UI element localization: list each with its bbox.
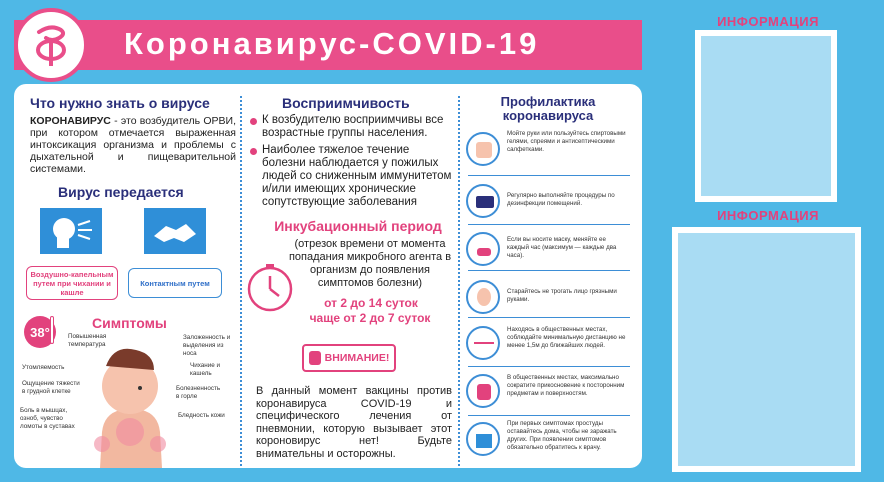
section-title-susceptibility: Восприимчивость bbox=[282, 95, 410, 111]
section-title-transmit: Вирус передается bbox=[58, 184, 184, 200]
section-title-prevention-1: Профилактика bbox=[500, 94, 596, 109]
section-title-symptoms: Симптомы bbox=[92, 315, 167, 331]
intro-text: - это возбудитель ОРВИ, при котором отмечается выраженная интоксикация организма и проблемы с дыхательной и пищеварительной системами. bbox=[30, 115, 236, 175]
page-title: Коронавирус-COVID-19 bbox=[124, 26, 540, 61]
divider bbox=[468, 270, 630, 271]
section-title-prevention-2: коронавируса bbox=[502, 108, 594, 123]
symptom-fever: Повышенная температура bbox=[68, 333, 107, 348]
incubation-days-2: чаще от 2 до 7 суток bbox=[309, 311, 431, 325]
caduceus-icon bbox=[26, 20, 76, 70]
warning-label: ВНИМАНИЕ! bbox=[324, 352, 390, 364]
susceptibility-text-2: Наиболее тяжелое течение болезни наблюдается у пожилых людей со сниженным иммунитетом и/или имеющих хронические сопутствующие заболевания bbox=[262, 144, 452, 208]
prevention-text: Если вы носите маску, меняйте ее каждый час (максимум — каждые два часа). bbox=[507, 236, 617, 259]
handshake-icon bbox=[144, 208, 206, 254]
prevention-item bbox=[466, 130, 630, 174]
cough-icon bbox=[40, 208, 102, 254]
prevention-text: Старайтесь не трогать лицо грязными руками. bbox=[507, 288, 617, 303]
incubation-text: (отрезок времени от момента попадания микробного агента в организм до появления симптомов болезни) bbox=[288, 238, 452, 289]
divider bbox=[468, 415, 630, 416]
info-label-top: ИНФОРМАЦИЯ bbox=[717, 14, 819, 29]
prevention-item bbox=[466, 182, 630, 226]
no-touch-face-icon bbox=[466, 280, 500, 314]
prevention-text: Регулярно выполняйте процедуры по дезинфекции помещений. bbox=[507, 192, 615, 207]
symptom-fatigue: Утомляемость bbox=[22, 364, 65, 371]
sick-man-illustration bbox=[80, 340, 180, 468]
prevention-item bbox=[466, 230, 630, 274]
stop-hand-icon bbox=[309, 351, 321, 365]
prevention-text: При первых симптомах простуды оставайтесь дома, чтобы не заражать других. При появлении симптомов обязательно обратитесь к врачу. bbox=[507, 420, 617, 451]
symptom-nose: Заложенность и выделения из носа bbox=[183, 334, 231, 357]
mask-icon bbox=[466, 232, 500, 266]
bullet-icon bbox=[250, 118, 257, 125]
prevention-text: Мойте руки или пользуйтесь спиртовыми гелями, спреями и антисептическими салфетками. bbox=[507, 130, 626, 153]
contact-image bbox=[144, 208, 206, 254]
stay-home-icon bbox=[466, 422, 500, 456]
thermometer-icon bbox=[50, 316, 54, 344]
no-touch-surface-icon bbox=[466, 374, 500, 408]
medical-logo bbox=[14, 8, 88, 82]
column-divider bbox=[240, 96, 242, 466]
info-pocket-top bbox=[695, 30, 837, 202]
divider bbox=[468, 366, 630, 367]
distance-icon bbox=[466, 326, 500, 360]
prevention-item bbox=[466, 324, 630, 368]
clock-icon bbox=[245, 262, 295, 314]
temperature-badge: 38° bbox=[24, 316, 56, 348]
column-divider bbox=[458, 96, 460, 466]
symptom-aches: Боль в мышцах, озноб, чувство ломоты в суставах bbox=[20, 407, 75, 430]
bullet-icon bbox=[250, 148, 257, 155]
info-label-bottom: ИНФОРМАЦИЯ bbox=[717, 208, 819, 223]
transmit-airborne-label: Воздушно-капельным путем при чихании и кашле bbox=[26, 266, 118, 300]
transmit-contact-label: Контактным путем bbox=[128, 268, 222, 298]
airborne-image bbox=[40, 208, 102, 254]
info-pocket-top-area bbox=[701, 36, 831, 196]
divider bbox=[468, 317, 630, 318]
intro-bold: КОРОНАВИРУС bbox=[30, 115, 111, 127]
symptom-cough: Чихание и кашель bbox=[190, 362, 221, 377]
prevention-item bbox=[466, 420, 630, 464]
warning-badge bbox=[302, 344, 396, 372]
info-pocket-bottom-area bbox=[678, 233, 855, 466]
prevention-item bbox=[466, 278, 630, 322]
susceptibility-text-1: К возбудителю восприимчивы все возрастные группы населения. bbox=[262, 114, 444, 139]
divider bbox=[468, 175, 630, 176]
incubation-days-1: от 2 до 14 суток bbox=[324, 296, 418, 310]
symptom-throat: Болезненность в горле bbox=[176, 385, 221, 400]
divider bbox=[468, 224, 630, 225]
virus-intro bbox=[30, 115, 236, 175]
prevention-item bbox=[466, 372, 630, 416]
symptom-chest: Ощущение тяжести в грудной клетке bbox=[22, 380, 80, 395]
prevention-text: Находясь в общественных местах, соблюдайте минимальную дистанцию не менее 1,5м до ближайших людей. bbox=[507, 326, 626, 349]
symptom-pale: Бледность кожи bbox=[178, 412, 225, 419]
wash-hands-icon bbox=[466, 132, 500, 166]
disinfect-icon bbox=[466, 184, 500, 218]
section-title-incubation: Инкубационный период bbox=[274, 218, 442, 234]
info-pocket-bottom bbox=[672, 227, 861, 472]
section-title-virus: Что нужно знать о вирусе bbox=[30, 95, 210, 111]
prevention-text: В общественных местах, максимально сократите прикосновение к посторонним предметам и поверхностям. bbox=[507, 374, 625, 397]
vaccine-note: В данный момент вакцины против коронавируса COVID-19 и специфического лечения от пневмонии, которую вызывает этот короновирус нет! Будьте внимательны и осторожны. bbox=[256, 385, 452, 460]
